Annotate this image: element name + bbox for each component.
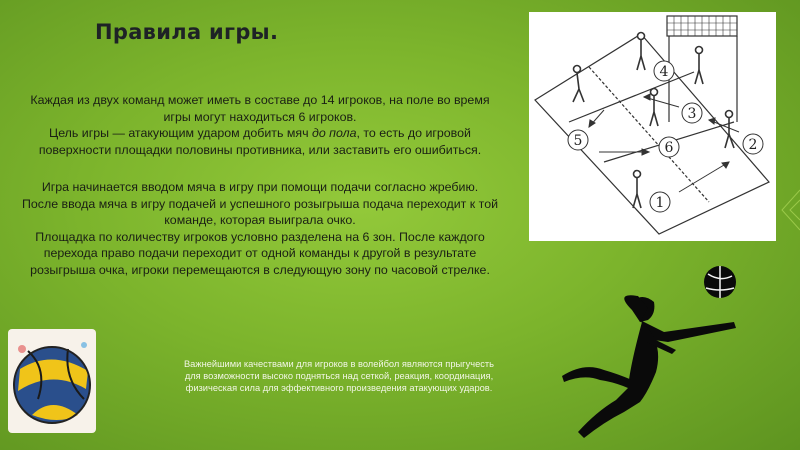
- rules-team-size-text: Каждая из двух команд может иметь в составе до 14 игроков, на поле во время игры могут находиться 6 игроков.: [30, 93, 490, 124]
- zone-3-label: 3: [687, 106, 697, 122]
- zone-4-marker: [654, 61, 674, 81]
- court-zones-drawing: [529, 12, 776, 241]
- zone-6-label: 6: [664, 140, 674, 156]
- rules-serve-transfer-text: После ввода мяча в игру подачей и успешного розыгрыша подача переходит к той команде, которая выиграла очко.: [21, 196, 499, 228]
- zone-divider: [589, 67, 709, 202]
- volleyball-icon: [8, 329, 96, 433]
- qualities-note: Важнейшими качествами для игроков в волейбол являются прыгучесть для возможности высоко подняться над сеткой, реакция, координация, физическая сила для эффективного произведения атакующих ударов.: [183, 359, 494, 394]
- goal-text-end: , то есть до игровой поверхности площадки половины противника, или заставить его ошибиться.: [38, 126, 482, 157]
- player-zone-3: [650, 89, 658, 127]
- goal-text-italic: до пола: [311, 126, 357, 141]
- net-mesh: [667, 16, 737, 36]
- zone-4-label: 4: [659, 64, 669, 80]
- rules-serve-text: Игра начинается вводом мяча в игру при помощи подачи согласно жребию.: [41, 180, 479, 194]
- player-zone-1: [633, 171, 641, 209]
- rules-paragraph-1: [20, 92, 500, 158]
- goal-text-start: Цель игры — атакующим ударом добить мяч: [49, 126, 312, 141]
- rules-paragraph-2: [20, 179, 500, 279]
- decorative-chevrons: [760, 0, 800, 450]
- zone-5-marker: [568, 130, 588, 150]
- zone-divider: [569, 72, 694, 122]
- volleyball-picture: [8, 329, 96, 433]
- player-silhouette-icon: [544, 262, 744, 440]
- zone-1-label: 1: [655, 195, 665, 211]
- zone-5-label: 5: [573, 133, 583, 149]
- zone-2-label: 2: [748, 137, 758, 153]
- player-zone-6: [695, 47, 703, 85]
- court-zones-diagram: [529, 12, 776, 241]
- player-zone-4: [637, 33, 645, 71]
- zone-3-marker: [682, 103, 702, 123]
- rules-goal-text: [20, 125, 500, 158]
- slide-title: Правила игры.: [95, 20, 279, 44]
- zone-1-marker: [650, 192, 670, 212]
- rules-zones-text: Площадка по количеству игроков условно разделена на 6 зон. После каждого перехода право подачи переходит от одной команды к другой в результате розыгрыша очка, игроки перемещаются в следующую зону по часовой стрелке.: [30, 229, 490, 277]
- zone-6-marker: [659, 137, 679, 157]
